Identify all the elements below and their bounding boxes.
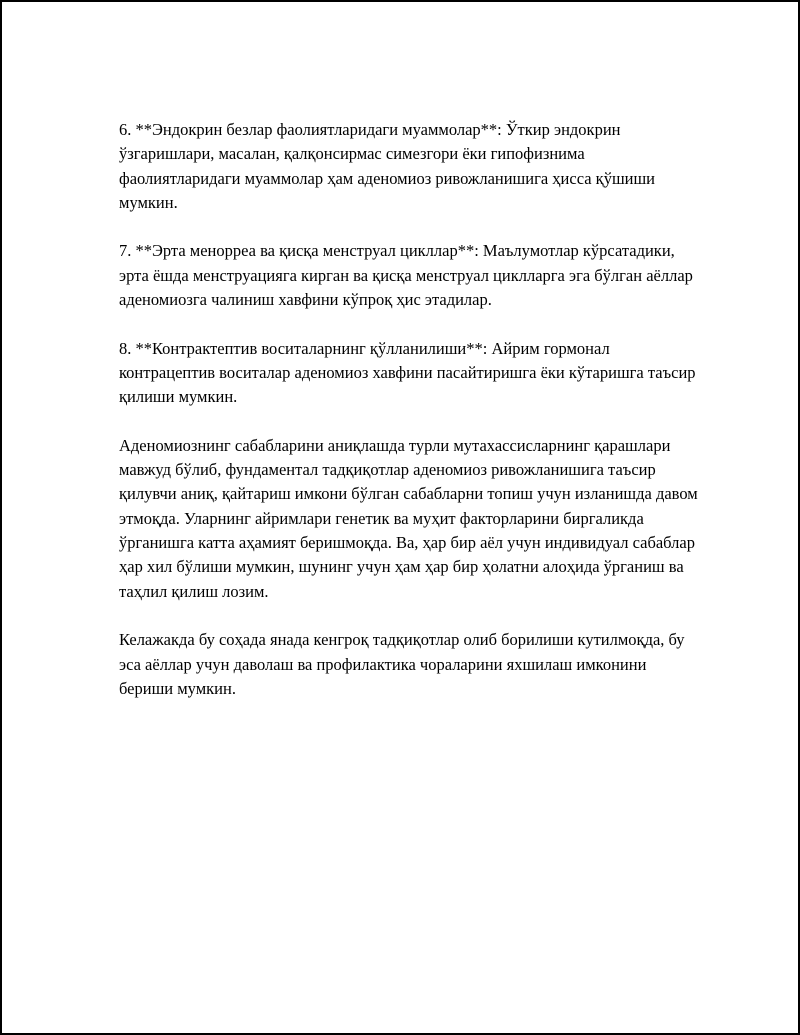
paragraph-causes-research: Аденомиознинг сабабларини аниқлашда турли мутахассисларнинг қарашлари мавжуд бўлиб, фундаментал тадқиқотлар аденомиоз ривожланишига таъсир қилувчи аниқ, қайтариш имкони бўлган сабабларни топиш учун изланишда давом этмоқда. Уларнинг айримлари генетик ва муҳит факторларини биргаликда ўрганишга катта аҳамият беришмоқда. Ва, ҳар бир аёл учун индивидуал сабаблар ҳар хил бўлиши мумкин, шунинг учун ҳам ҳар бир ҳолатни алоҳида ўрганиш ва таҳлил қилиш лозим. <box>119 435 698 601</box>
document-body <box>119 118 699 701</box>
paragraph-early-menarche: 7. **Эрта менорреа ва қисқа менструал цикллар**: Маълумотлар кўрсатадики, эрта ёшда менструацияга кирган ва қисқа менструал циклларга эга бўлган аёллар аденомиозга чалиниш хавфини кўпроқ ҳис этадилар. <box>119 241 693 310</box>
paragraph-endocrine: 6. **Эндокрин безлар фаолиятларидаги муаммолар**: Ўткир эндокрин ўзгаришлари, масалан, қалқонсирмас симезгори ёки гипофизнима фаолиятларидаги муаммолар ҳам аденомиоз ривожланишига ҳисса қўшиши мумкин. <box>119 120 656 212</box>
paragraph-contraceptives: 8. **Контрактептив воситаларнинг қўлланилиши**: Айрим гормонал контрацептив воситалар аденомиоз хавфини пасайтиришга ёки кўтаришга таъсир қилиши мумкин. <box>119 338 696 407</box>
paragraph-future-research: Келажакда бу соҳада янада кенгроқ тадқиқотлар олиб борилиши кутилмоқда, бу эса аёллар учун даволаш ва профилактика чораларини яхшилаш имконини бериши мумкин. <box>119 630 685 698</box>
